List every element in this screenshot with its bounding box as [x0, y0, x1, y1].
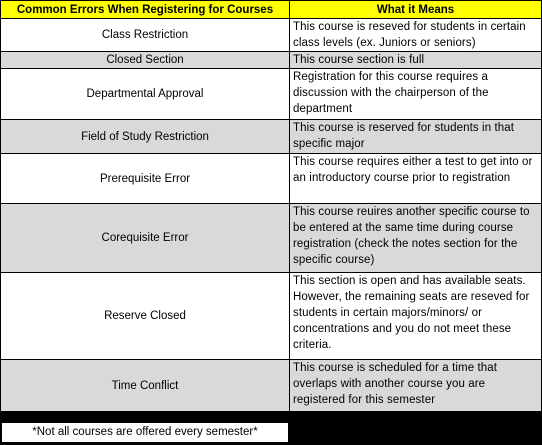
- error-name: Departmental Approval: [1, 69, 290, 120]
- error-meaning: This course is scheduled for a time that overlaps with another course you are registered for this semester: [290, 360, 542, 412]
- error-meaning: This course requires either a test to get into or an introductory course prior to registration: [290, 154, 542, 204]
- error-name: Prerequisite Error: [1, 154, 290, 204]
- error-name: Reserve Closed: [1, 273, 290, 360]
- error-meaning: This course section is full: [290, 52, 542, 69]
- table-row: [1, 154, 542, 204]
- error-name: Time Conflict: [1, 360, 290, 412]
- error-name: Corequisite Error: [1, 204, 290, 273]
- table-row: [1, 69, 542, 120]
- error-name: Field of Study Restriction: [1, 120, 290, 154]
- table-row: [1, 273, 542, 360]
- error-meaning: Registration for this course requires a discussion with the chairperson of the department: [290, 69, 542, 120]
- footnote: *Not all courses are offered every semester*: [2, 423, 288, 442]
- table-row: [1, 204, 542, 273]
- table-row: [1, 19, 542, 52]
- header-common-errors: Common Errors When Registering for Courses: [1, 1, 290, 19]
- error-name: Closed Section: [1, 52, 290, 69]
- table-row: [1, 52, 542, 69]
- header-row: [1, 1, 542, 19]
- header-what-it-means: What it Means: [290, 1, 542, 19]
- table-row: [1, 120, 542, 154]
- error-meaning: This course is reseved for students in certain class levels (ex. Juniors or seniors): [290, 19, 542, 52]
- table-row: [1, 360, 542, 412]
- error-meaning: This course is reserved for students in that specific major: [290, 120, 542, 154]
- error-meaning: This section is open and has available seats. However, the remaining seats are reseved for students in certain majors/minors/ or concentrations and you do not meet these criteria.: [290, 273, 542, 360]
- error-name: Class Restriction: [1, 19, 290, 52]
- error-meaning: This course reuires another specific course to be entered at the same time during course registration (check the notes section for the specific course): [290, 204, 542, 273]
